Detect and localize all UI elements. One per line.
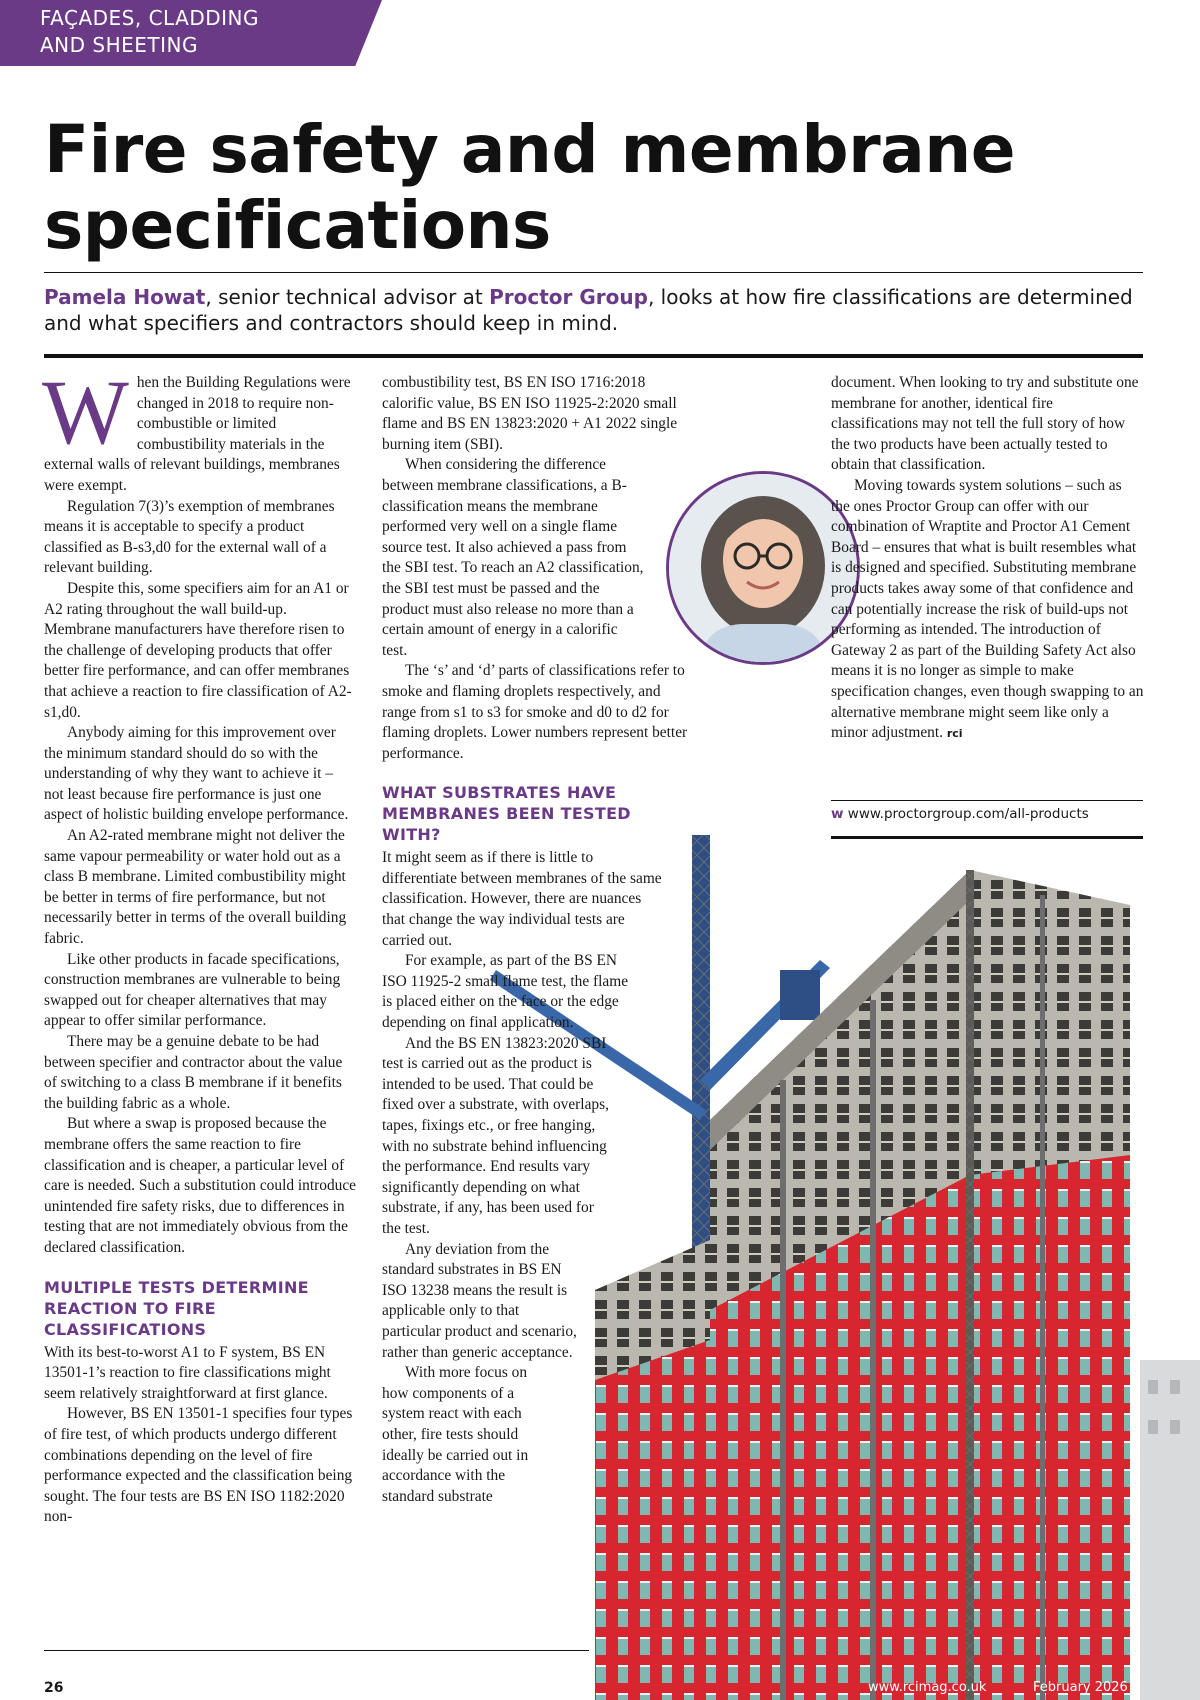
headline-line-1: Fire safety and membrane — [44, 111, 1015, 188]
company-name: Proctor Group — [489, 285, 648, 309]
author-name: Pamela Howat — [44, 285, 206, 309]
body-paragraph: The ‘s’ and ‘d’ parts of classifications refer to smoke and flaming droplets respectively, and range from s1 to s3 for smoke and d0 to d2 for flaming droplets. Lower numbers represent better performance. — [382, 662, 688, 762]
standfirst-rule — [44, 354, 1143, 358]
body-paragraph: An A2-rated membrane might not deliver the same vapour permeability or water hold out as a class B membrane. Limited combustibility might be better in terms of fire performance, but not necessarily better in terms of the overall building fabric. — [44, 827, 347, 948]
weblink-prefix: w — [831, 806, 844, 822]
section-tab-line-2: AND SHEETING — [40, 33, 198, 57]
body-paragraph: And the BS EN 13823:2020 SBI test is carried out as the product is intended to be used. That could be fixed over a substrate, with overlaps, tapes, fixings etc., or free hanging, with no substrate behind influencing the performance. End results vary significantly depending on what substrate, if any, has been used for the test. — [382, 1034, 609, 1237]
body-paragraph: document. When looking to try and substitute one membrane for another, identical fire classifications may not tell the full story of how the two products have been actually tested to obtain that classification. — [831, 374, 1139, 474]
body-column-3 — [831, 373, 1144, 745]
footer-site: www.rcimag.co.uk — [868, 1680, 987, 1695]
body-paragraph: Despite this, some specifiers aim for an A1 or A2 rating throughout the wall build-up. Membrane manufacturers have therefore risen to the challenge of developing products that offer better fire performance, and can offer membranes that achieve a reaction to fire classification of A2-s1,d0. — [44, 579, 352, 721]
body-paragraph: Regulation 7(3)’s exemption of membranes means it is acceptable to specify a product classified as B-s3,d0 for the external wall of a relevant building. — [44, 497, 335, 577]
weblink-url[interactable]: www.proctorgroup.com/all-products — [847, 806, 1089, 822]
body-paragraph: combustibility test, BS EN ISO 1716:2018 calorific value, BS EN ISO 11925-2:2020 small flame and BS EN 13823:2020 + A1 2022 single burning item (SBI). — [382, 374, 678, 453]
body-paragraph: Any deviation from the standard substrates in BS EN ISO 13238 means the result is applicable only to that particular product and scenario, rather than generic acceptance. — [382, 1240, 577, 1361]
body-paragraph: When considering the difference between membrane classifications, a B-classification means the membrane performed very well on a single flame source test. It also achieved a pass from the SBI test. To reach an A2 classification, the SBI test must be passed and the product must also release no more than a certain amount of energy in a calorific test. — [382, 456, 644, 659]
weblink[interactable] — [831, 806, 1089, 822]
body-paragraph: When the Building Regulations were changed in 2018 to require non-combustible or limited combustibility materials in the external walls of relevant buildings, membranes were exempt. — [42, 361, 351, 494]
body-column-2 — [382, 373, 688, 1507]
body-paragraph: However, BS EN 13501-1 specifies four types of fire test, of which products undergo different combinations depending on the level of fire performance expected and the classification being sought. The four tests are BS EN ISO 1182:2020 non- — [44, 1405, 353, 1526]
body-column-1 — [42, 361, 357, 1528]
weblink-bottom-rule — [831, 836, 1143, 839]
standfirst-text-2: , looks at how fire classifications are determined and what specifiers and contractors should keep in mind. — [44, 285, 1133, 335]
standfirst-text-1: , senior technical advisor at — [205, 285, 490, 309]
body-paragraph: Moving towards system solutions – such as the ones Proctor Group can offer with our combination of Wraptite and Proctor A1 Cement Board – ensures that what is built resembles what is designed and specified. Substituting membrane products takes away some of that confidence and can potentially increase the risk of build-ups not performing as intended. The introduction of Gateway 2 as part of the Building Safety Act also means it is no longer as simple to make specification changes, even though swapping to an alternative membrane might seem like only a minor adjustment. rci — [831, 476, 1144, 742]
body-paragraph: Like other products in facade specifications, construction membranes are vulnerable to being swapped out for cheaper alternatives that may appear to offer similar performance. — [44, 950, 341, 1030]
body-paragraph: Anybody aiming for this improvement over the minimum standard should do so with the understanding of why they want to achieve it – not least because fire performance is just one aspect of holistic building envelope performance. — [44, 724, 349, 824]
standfirst — [44, 284, 1134, 336]
footer-issue: February 2026 — [1033, 1680, 1128, 1695]
headline-rule — [44, 272, 1143, 273]
weblink-top-rule — [831, 800, 1143, 801]
page-number: 26 — [44, 1680, 64, 1696]
section-tab-line-1: FAÇADES, CLADDING — [40, 6, 259, 30]
body-paragraph: For example, as part of the BS EN ISO 11925-2 small flame test, the flame is placed either on the face or the edge depending on final application. — [382, 952, 629, 1032]
subheading: MULTIPLE TESTS DETERMINE REACTION TO FIRE CLASSIFICATIONS — [44, 1277, 309, 1339]
body-paragraph: There may be a genuine debate to be had between specifier and contractor about the value of switching to a class B membrane if it benefits the building fabric as a whole. — [44, 1033, 343, 1112]
footer-rule — [44, 1650, 589, 1651]
subheading: WHAT SUBSTRATES HAVE MEMBRANES BEEN TESTED WITH? — [382, 783, 631, 845]
body-paragraph: It might seem as if there is little to differentiate between membranes of the same classification. However, there are nuances that change the way individual tests are carried out. — [382, 849, 662, 949]
body-paragraph: But where a swap is proposed because the membrane offers the same reaction to fire classification and is cheaper, a particular level of care is needed. Such a substitution could introduce unintended fire safety risks, due to differences in testing that are not immediately obvious from the declared classification. — [44, 1115, 357, 1256]
rci-end-logo: rci — [946, 727, 963, 741]
body-paragraph: With more focus on how components of a system react with each other, fire tests should ideally be carried out in accordance with the standard substrate — [382, 1364, 529, 1505]
body-paragraph: With its best-to-worst A1 to F system, BS EN 13501-1’s reaction to fire classifications might seem relatively straightforward at first glance. — [44, 1343, 331, 1402]
drop-cap: W — [42, 361, 129, 463]
headline-line-2: specifications — [44, 187, 551, 264]
